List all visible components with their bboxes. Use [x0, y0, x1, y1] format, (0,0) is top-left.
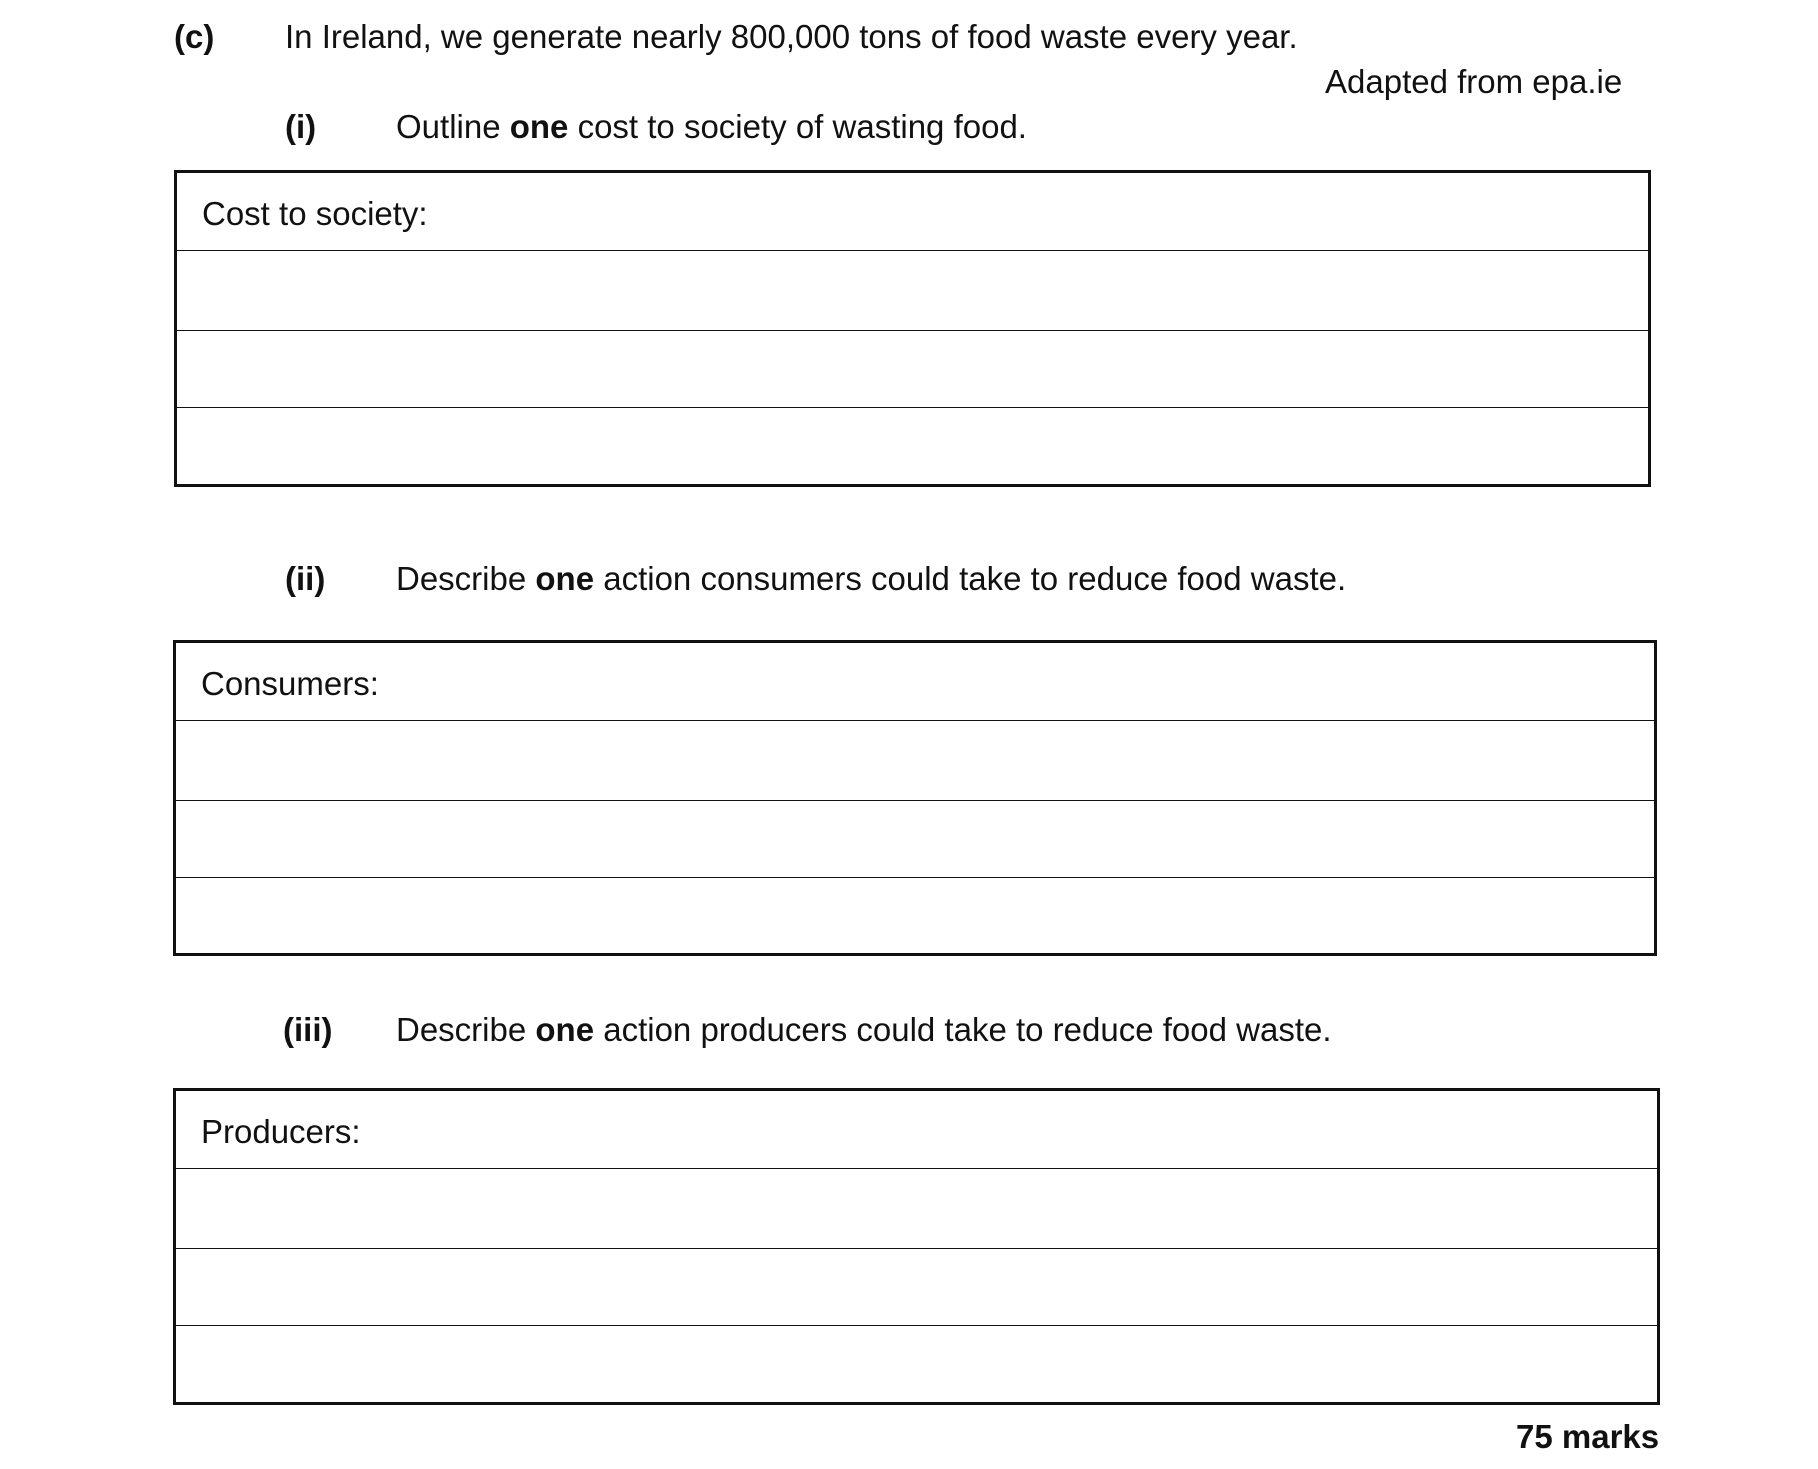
- question-iii-text: Describe one action producers could take to reduce food waste.: [396, 1011, 1332, 1048]
- question-i-text: Outline one cost to society of wasting food.: [396, 108, 1027, 145]
- question-i-label: (i): [285, 108, 317, 145]
- answer-line: [176, 1325, 1657, 1326]
- answer-line: [177, 407, 1648, 408]
- part-c-label: (c): [174, 18, 215, 55]
- answer-box-label: Producers:: [201, 1113, 361, 1150]
- part-c-statement: In Ireland, we generate nearly 800,000 tons of food waste every year.: [285, 18, 1298, 55]
- question-ii-label: (ii): [285, 560, 326, 597]
- answer-box-consumers[interactable]: [173, 640, 1657, 956]
- question-iii-label: (iii): [283, 1011, 333, 1048]
- question-ii-text: Describe one action consumers could take to reduce food waste.: [396, 560, 1347, 597]
- answer-line: [176, 1168, 1657, 1169]
- answer-line: [176, 877, 1654, 878]
- source-citation: Adapted from epa.ie: [1325, 63, 1623, 100]
- answer-line: [176, 800, 1654, 801]
- answer-box-label: Consumers:: [201, 665, 379, 702]
- answer-box-producers[interactable]: [173, 1088, 1660, 1405]
- answer-line: [176, 720, 1654, 721]
- answer-line: [177, 250, 1648, 251]
- answer-line: [177, 330, 1648, 331]
- answer-box-cost-to-society[interactable]: [174, 170, 1651, 487]
- answer-box-label: Cost to society:: [202, 195, 428, 232]
- total-marks: 75 marks: [1516, 1418, 1660, 1455]
- answer-line: [176, 1248, 1657, 1249]
